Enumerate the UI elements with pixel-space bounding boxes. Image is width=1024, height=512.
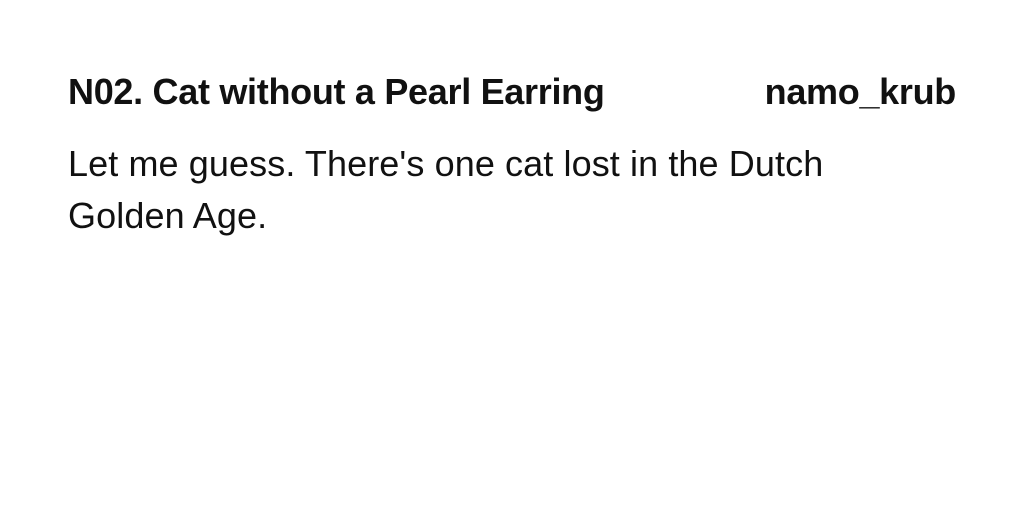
post-title: N02. Cat without a Pearl Earring (68, 71, 605, 112)
author-name[interactable]: namo_krub (764, 71, 956, 112)
post-description: Let me guess. There's one cat lost in the Dutch Golden Age. (68, 143, 824, 236)
card-header (68, 70, 956, 114)
